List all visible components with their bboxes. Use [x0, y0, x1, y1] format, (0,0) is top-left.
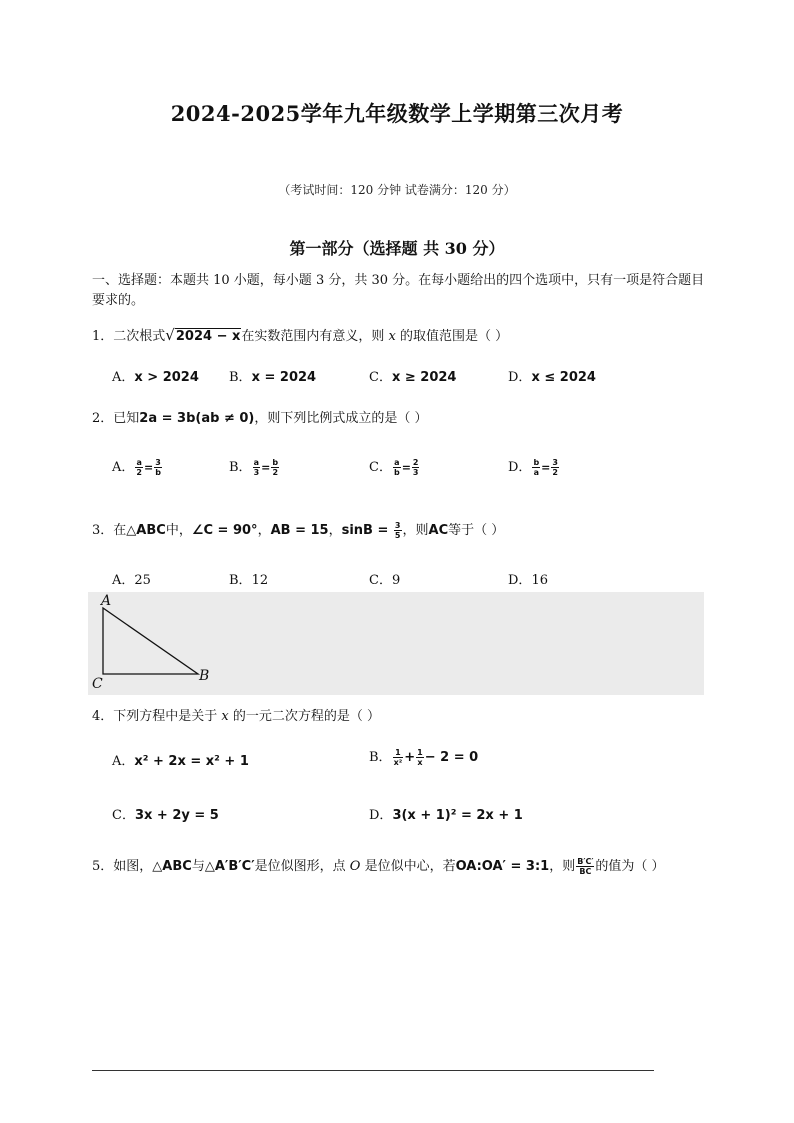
question-number: 3．: [92, 523, 114, 538]
numerator: b: [272, 458, 279, 467]
denominator: 3: [253, 468, 260, 477]
option-c[interactable]: [369, 366, 456, 385]
sine-expression: sinB =: [341, 523, 393, 538]
triangle: △ABC: [152, 859, 192, 874]
option-d[interactable]: [508, 569, 548, 588]
question-text: 的取值范围是（ ）: [395, 329, 509, 344]
numerator: b: [533, 458, 540, 467]
option-label: D．: [508, 370, 532, 385]
option-a[interactable]: [112, 456, 163, 477]
question-number: 4．: [92, 709, 114, 724]
equals: =: [143, 461, 154, 474]
question-text: 的一元二次方程的是（ ）: [228, 709, 381, 724]
option-label: D．: [508, 460, 532, 475]
variable: x: [388, 329, 396, 344]
question-3: [92, 519, 504, 540]
option-label: C．: [369, 460, 392, 475]
option-text: 12: [251, 573, 269, 588]
denominator: 2: [552, 468, 558, 477]
question-text: 如图，: [113, 859, 153, 874]
question-4: [92, 705, 380, 724]
numerator: B′C′: [577, 857, 594, 866]
denominator: 2: [272, 468, 279, 477]
triangle-shape: [103, 608, 198, 674]
question-number: 1．: [92, 329, 114, 344]
question-text: ，则下列比例式成立的是（ ）: [254, 411, 428, 426]
option-a[interactable]: [112, 366, 199, 385]
equals: =: [261, 461, 271, 474]
option-text: 9: [391, 573, 401, 588]
option-a[interactable]: [112, 569, 151, 588]
vertex-label-b: B: [199, 668, 210, 684]
separator: ，: [328, 523, 342, 538]
option-label: B．: [229, 573, 252, 588]
option-text: x = 2024: [251, 370, 317, 385]
target-side: AC: [428, 523, 449, 538]
page-title: 2024-2025学年九年级数学上学期第三次月考: [170, 101, 624, 126]
option-label: B．: [229, 370, 252, 385]
question-text: 已知: [113, 411, 140, 426]
vertex-label-c: C: [92, 676, 103, 692]
question-2: [92, 407, 428, 426]
option-label: D．: [508, 573, 532, 588]
triangle: △A′B′C′: [204, 859, 255, 874]
numerator: a: [394, 458, 400, 467]
question-text: 在: [113, 523, 127, 538]
equals: =: [401, 461, 411, 474]
option-label: C．: [369, 573, 392, 588]
option-text: 16: [531, 573, 548, 588]
section-instructions: 一、选择题：本题共 10 小题，每小题 3 分，共 30 分。在每小题给出的四个选项中，只有一项是符合题目要求的。: [92, 273, 705, 308]
numerator: a: [136, 458, 142, 467]
separator: ，: [257, 523, 271, 538]
option-b[interactable]: [229, 456, 280, 477]
option-text: x ≤ 2024: [531, 370, 596, 385]
question-1: [92, 325, 508, 344]
option-label: A．: [112, 573, 135, 588]
option-label: C．: [369, 370, 392, 385]
option-b[interactable]: [229, 569, 268, 588]
option-label: A．: [112, 370, 135, 385]
option-a[interactable]: [112, 750, 249, 769]
question-number: 5．: [92, 859, 114, 874]
option-c[interactable]: [112, 804, 219, 823]
denominator: 2: [136, 468, 142, 477]
triangle: △ABC: [126, 523, 166, 538]
numerator: 2: [412, 458, 419, 467]
plus: +: [404, 750, 416, 765]
option-text: 25: [134, 573, 151, 588]
question-number: 2．: [92, 411, 114, 426]
numerator: a: [253, 458, 260, 467]
option-b[interactable]: [229, 366, 316, 385]
question-text: 与: [191, 859, 205, 874]
section-title: 第一部分（选择题 共 30 分）: [289, 239, 505, 258]
footer-rule: [92, 1070, 654, 1071]
exam-info: （考试时间：120 分钟 试卷满分：120 分）: [278, 183, 516, 197]
question-text: ，则: [549, 859, 576, 874]
numerator: 3: [552, 458, 558, 467]
option-b[interactable]: [369, 746, 478, 767]
option-text: x² + 2x = x² + 1: [134, 754, 249, 769]
question-text: 等于（ ）: [448, 523, 505, 538]
variable: x: [221, 709, 229, 724]
fraction-1-over-x: $\frac{1}{x}$: [417, 748, 423, 767]
option-text: x > 2024: [134, 370, 199, 385]
question-5: [92, 855, 665, 876]
option-c[interactable]: [369, 456, 420, 477]
question-text: 的值为（ ）: [595, 859, 665, 874]
denominator: a: [533, 468, 539, 477]
option-label: A．: [112, 754, 135, 769]
denominator: b: [393, 468, 400, 477]
numerator: 3: [394, 521, 401, 530]
condition: AB = 15: [270, 523, 329, 538]
ratio: OA:OA′ = 3:1: [455, 859, 550, 874]
question-text: 是位似中心，若: [360, 859, 456, 874]
denominator: 3: [412, 468, 419, 477]
option-text: 3x + 2y = 5: [134, 808, 219, 823]
option-d[interactable]: [508, 366, 596, 385]
question-text: ，则: [402, 523, 429, 538]
denominator: 5: [394, 531, 401, 540]
option-d[interactable]: [369, 804, 523, 823]
question-text: 二次根式: [113, 329, 166, 344]
option-label: B．: [369, 750, 392, 765]
condition: 2a = 3b(ab ≠ 0): [139, 411, 255, 426]
radicand: 2024 − x: [175, 329, 241, 344]
denominator: BC: [579, 867, 592, 876]
question-text: 中，: [165, 523, 192, 538]
question-text: 是位似图形，点: [254, 859, 350, 874]
sqrt-icon: √: [165, 326, 175, 344]
option-label: B．: [229, 460, 252, 475]
option-text: x ≥ 2024: [391, 370, 457, 385]
denominator: b: [155, 468, 161, 477]
variable: O: [349, 859, 361, 874]
fraction-1-over-x-squared: $\frac{1}{\text{x²}}$: [393, 748, 403, 767]
option-c[interactable]: [369, 569, 400, 588]
vertex-label-a: A: [101, 593, 112, 609]
option-text: 3(x + 1)² = 2x + 1: [392, 808, 523, 823]
question-text: 下列方程中是关于: [113, 709, 222, 724]
option-d[interactable]: [508, 456, 560, 477]
equals: =: [541, 461, 551, 474]
condition: ∠C = 90°: [191, 523, 258, 538]
question-text: 在实数范围内有意义，则: [241, 329, 389, 344]
option-label: D．: [369, 808, 393, 823]
option-text: − 2 = 0: [424, 750, 479, 765]
numerator: 3: [155, 458, 161, 467]
option-label: A．: [112, 460, 135, 475]
option-label: C．: [112, 808, 135, 823]
